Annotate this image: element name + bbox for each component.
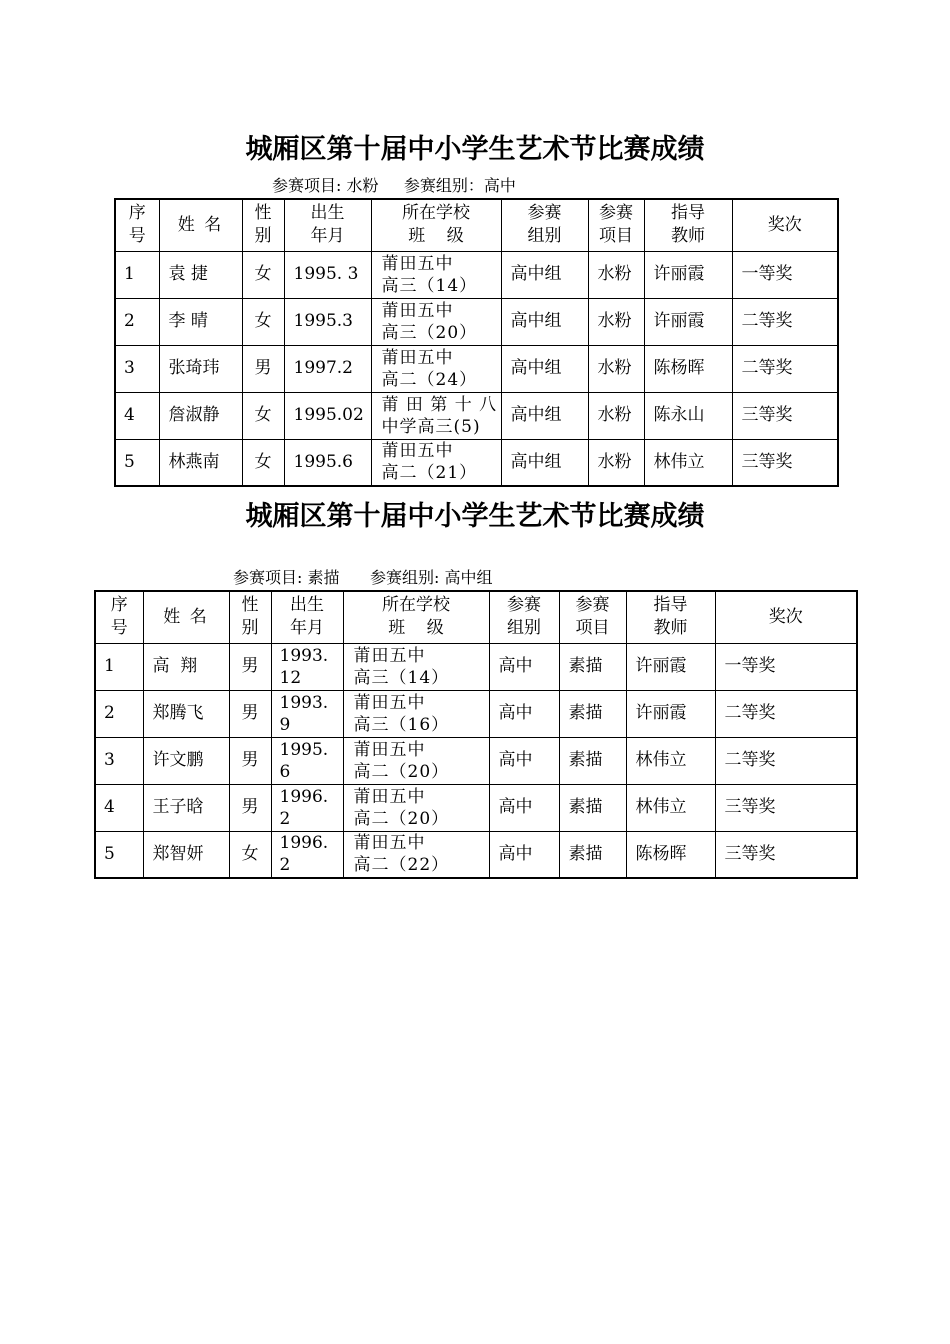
cell-group: 高中组 xyxy=(501,439,588,486)
table-row xyxy=(115,439,838,486)
cell-group: 高中组 xyxy=(501,251,588,298)
cell-school: 莆田五中 高三（16） xyxy=(343,690,489,737)
cell-event: 素描 xyxy=(559,690,626,737)
table-row xyxy=(95,784,857,831)
table-header-row xyxy=(115,199,838,251)
cell-group: 高中组 xyxy=(501,392,588,439)
cell-gender: 女 xyxy=(229,831,271,878)
cell-seq: 1 xyxy=(95,643,143,690)
column-header-name: 姓 名 xyxy=(143,591,229,643)
cell-gender: 男 xyxy=(229,690,271,737)
cell-event: 水粉 xyxy=(588,392,644,439)
cell-group: 高中 xyxy=(489,784,559,831)
cell-event: 水粉 xyxy=(588,439,644,486)
column-header-teacher: 指导 教师 xyxy=(644,199,732,251)
column-header-birth: 出生 年月 xyxy=(271,591,343,643)
cell-birth: 1995.3 xyxy=(284,298,371,345)
cell-teacher: 林伟立 xyxy=(626,737,715,784)
cell-seq: 5 xyxy=(115,439,159,486)
cell-event: 水粉 xyxy=(588,251,644,298)
cell-award: 二等奖 xyxy=(732,298,838,345)
cell-award: 三等奖 xyxy=(732,392,838,439)
cell-event: 素描 xyxy=(559,737,626,784)
results-table-watercolor xyxy=(114,198,839,487)
cell-seq: 1 xyxy=(115,251,159,298)
cell-birth: 1993. 12 xyxy=(271,643,343,690)
table-row xyxy=(95,643,857,690)
table-row xyxy=(115,251,838,298)
cell-award: 一等奖 xyxy=(715,643,857,690)
cell-award: 二等奖 xyxy=(715,690,857,737)
cell-school: 莆田五中 高二（20） xyxy=(343,737,489,784)
column-header-seq: 序 号 xyxy=(115,199,159,251)
column-header-teacher: 指导 教师 xyxy=(626,591,715,643)
cell-school: 莆田五中 高二（21） xyxy=(371,439,501,486)
cell-name: 李 晴 xyxy=(159,298,242,345)
section-1-meta: 参赛项目: 水粉 参赛组别：高中 xyxy=(272,176,516,195)
cell-name: 林燕南 xyxy=(159,439,242,486)
cell-seq: 3 xyxy=(95,737,143,784)
cell-award: 三等奖 xyxy=(732,439,838,486)
cell-birth: 1996. 2 xyxy=(271,784,343,831)
cell-seq: 2 xyxy=(95,690,143,737)
cell-school: 莆田五中 高三（14） xyxy=(371,251,501,298)
column-header-seq: 序 号 xyxy=(95,591,143,643)
table-row xyxy=(115,298,838,345)
cell-name: 詹淑静 xyxy=(159,392,242,439)
cell-gender: 女 xyxy=(242,392,284,439)
column-header-group: 参赛 组别 xyxy=(489,591,559,643)
table-row xyxy=(95,690,857,737)
cell-birth: 1995.02 xyxy=(284,392,371,439)
cell-gender: 男 xyxy=(229,737,271,784)
cell-event: 水粉 xyxy=(588,345,644,392)
cell-gender: 男 xyxy=(229,643,271,690)
column-header-event: 参赛 项目 xyxy=(588,199,644,251)
cell-name: 许文鹏 xyxy=(143,737,229,784)
cell-birth: 1996. 2 xyxy=(271,831,343,878)
section-2-meta: 参赛项目: 素描 参赛组别: 高中组 xyxy=(233,568,493,587)
cell-event: 素描 xyxy=(559,831,626,878)
cell-seq: 4 xyxy=(95,784,143,831)
cell-school: 莆田五中 高二（24） xyxy=(371,345,501,392)
column-header-birth: 出生 年月 xyxy=(284,199,371,251)
column-header-name: 姓 名 xyxy=(159,199,242,251)
cell-teacher: 陈杨晖 xyxy=(626,831,715,878)
cell-group: 高中 xyxy=(489,737,559,784)
column-header-award: 奖次 xyxy=(732,199,838,251)
cell-school: 莆田五中 高二（20） xyxy=(343,784,489,831)
cell-group: 高中 xyxy=(489,643,559,690)
cell-seq: 4 xyxy=(115,392,159,439)
cell-teacher: 陈杨晖 xyxy=(644,345,732,392)
cell-award: 一等奖 xyxy=(732,251,838,298)
cell-gender: 女 xyxy=(242,251,284,298)
table-row xyxy=(95,831,857,878)
cell-school: 莆田五中 高三（14） xyxy=(343,643,489,690)
cell-award: 二等奖 xyxy=(732,345,838,392)
cell-birth: 1997.2 xyxy=(284,345,371,392)
cell-birth: 1995.6 xyxy=(284,439,371,486)
column-header-gender: 性 别 xyxy=(229,591,271,643)
cell-seq: 2 xyxy=(115,298,159,345)
results-table-sketch xyxy=(94,590,858,879)
cell-gender: 女 xyxy=(242,439,284,486)
cell-name: 高 翔 xyxy=(143,643,229,690)
cell-name: 袁 捷 xyxy=(159,251,242,298)
cell-group: 高中组 xyxy=(501,345,588,392)
table-row xyxy=(95,737,857,784)
cell-teacher: 许丽霞 xyxy=(644,298,732,345)
cell-gender: 男 xyxy=(229,784,271,831)
cell-group: 高中 xyxy=(489,690,559,737)
cell-name: 王子晗 xyxy=(143,784,229,831)
table-row xyxy=(115,345,838,392)
section-2-title: 城厢区第十届中小学生艺术节比赛成绩 xyxy=(245,501,705,532)
section-1-title: 城厢区第十届中小学生艺术节比赛成绩 xyxy=(245,134,705,165)
cell-school: 莆田五中 高二（22） xyxy=(343,831,489,878)
cell-teacher: 许丽霞 xyxy=(626,643,715,690)
cell-school: 莆田五中 高三（20） xyxy=(371,298,501,345)
cell-group: 高中 xyxy=(489,831,559,878)
table-row xyxy=(115,392,838,439)
cell-seq: 5 xyxy=(95,831,143,878)
cell-event: 素描 xyxy=(559,784,626,831)
cell-gender: 女 xyxy=(242,298,284,345)
cell-teacher: 许丽霞 xyxy=(626,690,715,737)
cell-name: 郑腾飞 xyxy=(143,690,229,737)
column-header-event: 参赛 项目 xyxy=(559,591,626,643)
column-header-group: 参赛 组别 xyxy=(501,199,588,251)
cell-name: 张琦玮 xyxy=(159,345,242,392)
cell-award: 三等奖 xyxy=(715,784,857,831)
cell-group: 高中组 xyxy=(501,298,588,345)
cell-award: 二等奖 xyxy=(715,737,857,784)
cell-gender: 男 xyxy=(242,345,284,392)
cell-teacher: 林伟立 xyxy=(644,439,732,486)
column-header-school: 所在学校 班 级 xyxy=(343,591,489,643)
cell-birth: 1993. 9 xyxy=(271,690,343,737)
cell-award: 三等奖 xyxy=(715,831,857,878)
column-header-gender: 性 别 xyxy=(242,199,284,251)
cell-birth: 1995. 6 xyxy=(271,737,343,784)
cell-event: 水粉 xyxy=(588,298,644,345)
cell-event: 素描 xyxy=(559,643,626,690)
cell-name: 郑智妍 xyxy=(143,831,229,878)
cell-teacher: 许丽霞 xyxy=(644,251,732,298)
cell-birth: 1995. 3 xyxy=(284,251,371,298)
column-header-school: 所在学校 班 级 xyxy=(371,199,501,251)
cell-seq: 3 xyxy=(115,345,159,392)
cell-teacher: 陈永山 xyxy=(644,392,732,439)
table-header-row xyxy=(95,591,857,643)
cell-teacher: 林伟立 xyxy=(626,784,715,831)
column-header-award: 奖次 xyxy=(715,591,857,643)
cell-school: 莆 田 第 十 八 中学高三(5) xyxy=(371,392,501,439)
